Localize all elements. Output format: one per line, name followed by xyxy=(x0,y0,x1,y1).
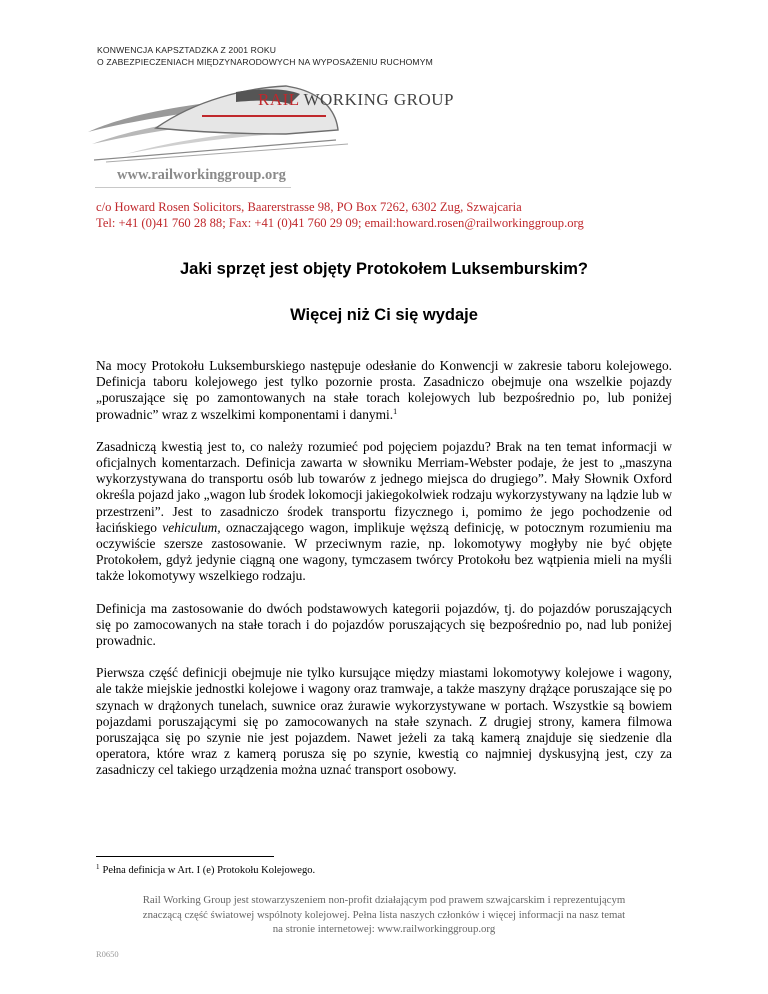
paragraph-2-italic: vehiculum, xyxy=(162,519,221,535)
website-link[interactable]: www.railworkinggroup.org xyxy=(117,167,286,183)
body-text xyxy=(96,358,672,795)
document-reference: R0650 xyxy=(96,949,119,959)
footer-line-3: na stronie internetowej: www.railworkinggroup.org xyxy=(272,923,496,935)
convention-line-2: O ZABEZPIECZENIACH MIĘDZYNARODOWYCH NA WYPOSAŻENIU RUCHOMYM xyxy=(97,57,433,67)
contact-info xyxy=(96,199,584,231)
website-divider xyxy=(95,187,291,188)
paragraph-2 xyxy=(96,439,672,585)
paragraph-1-text: Na mocy Protokołu Luksemburskiego następuje odesłanie do Konwencji w zakresie taboru kolejowego. Definicja taboru kolejowego jest tylko pozornie prosta. Zasadniczo obejmuje ona wszelkie pojazdy „poruszające się po zamontowanych na stałe torach kolejowych lub bezpośrednio po, lub poniżej prowadnic” wraz z wszelkimi komponentami i danymi. xyxy=(96,358,672,422)
footnote-divider xyxy=(96,856,274,857)
contact-phone-email: Tel: +41 (0)41 760 28 88; Fax: +41 (0)41 760 29 09; email:howard.rosen@railworkinggroup.org xyxy=(96,216,584,230)
footer-line-2: znaczącą część światowej wspólnoty kolejowej. Pełna lista naszych członków i więcej informacji na nasz temat xyxy=(142,908,626,921)
brand-accent: RAIL xyxy=(258,90,300,109)
contact-address: c/o Howard Rosen Solicitors, Baarerstrasse 98, PO Box 7262, 6302 Zug, Szwajcaria xyxy=(96,200,522,214)
paragraph-3: Definicja ma zastosowanie do dwóch podstawowych kategorii pojazdów, tj. do pojazdów poruszających się po zamocowanych na stałe torach i do pojazdów poruszających się bezpośrednio po, nad lub poniżej prowadnic. xyxy=(96,600,672,649)
paragraph-2-text-a: Zasadniczą kwestią jest to, co należy rozumieć pod pojęciem pojazdu? Brak na ten temat informacji w oficjalnych komentarzach. Definicja zawarta w słowniku Merriam-Webster podaje, że jest to „maszyna wykorzystywana do transportu osób lub towarów z jednego miejsca do drugiego”. Mały Słownik Oxford określa pojazd jako „wagon lub środek lokomocji jakiegokolwiek rodzaju wykorzystywany na lądzie lub w przestrzeni”. Jest to zasadniczo środek transportu fizycznego i, pomimo że jego pochodzenie od łacińskiego xyxy=(96,438,672,535)
brand-rest: WORKING GROUP xyxy=(299,90,455,109)
convention-heading xyxy=(97,44,433,68)
page-footer xyxy=(96,893,672,937)
paragraph-4: Pierwsza część definicji obejmuje nie tylko kursujące między miastami lokomotywy kolejowe i wagony, ale także miejskie jednostki kolejowe i wagony oraz tramwaje, a także maszyny drążące poruszające się po szynach w drążonych tunelach, suwnice oraz żurawie wykorzystywane w portach. Wszystkie są bowiem pojazdami poruszającymi się po zamocowanych na stałe szynach. Z drugiej strony, kamera filmowa poruszająca się po szynie nie jest pojazdem. Nawet jeżeli za taką kamerą znajduje się siedzenie dla operatora, które wraz z kamerą porusza się po szynie, kwestią co najmniej dyskusyjną jest, czy za zasadniczy cel takiego urządzenia można uznać transport osobowy. xyxy=(96,665,672,778)
footer-line-1: Rail Working Group jest stowarzyszeniem non-profit działającym pod prawem szwajcarskim i reprezentującym xyxy=(142,894,626,906)
train-logo-icon xyxy=(86,70,506,166)
footnote-text: Pełna definicja w Art. I (e) Protokołu Kolejowego. xyxy=(102,865,316,876)
paragraph-2-text-b: oznaczającego wagon, implikuje węższą definicję, w potocznym rozumieniu ma oczywiście szersze zastosowanie. W przeciwnym razie, np. lokomotywy mogłyby nie być objęte Protokołem, gdyż jedynie ciągną one wagony, tymczasem twórcy Protokołu bez wątpienia mieli na myśli także lokomotywy wszelkiego rodzaju. xyxy=(96,519,672,584)
footnote-ref[interactable]: 1 xyxy=(393,406,398,416)
document-subtitle: Więcej niż Ci się wydaje xyxy=(290,306,478,324)
convention-line-1: KONWENCJA KAPSZTADZKA Z 2001 ROKU xyxy=(97,45,277,55)
footnote-number: 1 xyxy=(96,863,100,871)
brand-name xyxy=(258,90,454,110)
document-title: Jaki sprzęt jest objęty Protokołem Luksemburskim? xyxy=(179,260,589,278)
footnote xyxy=(96,865,315,876)
paragraph-1 xyxy=(96,358,672,423)
